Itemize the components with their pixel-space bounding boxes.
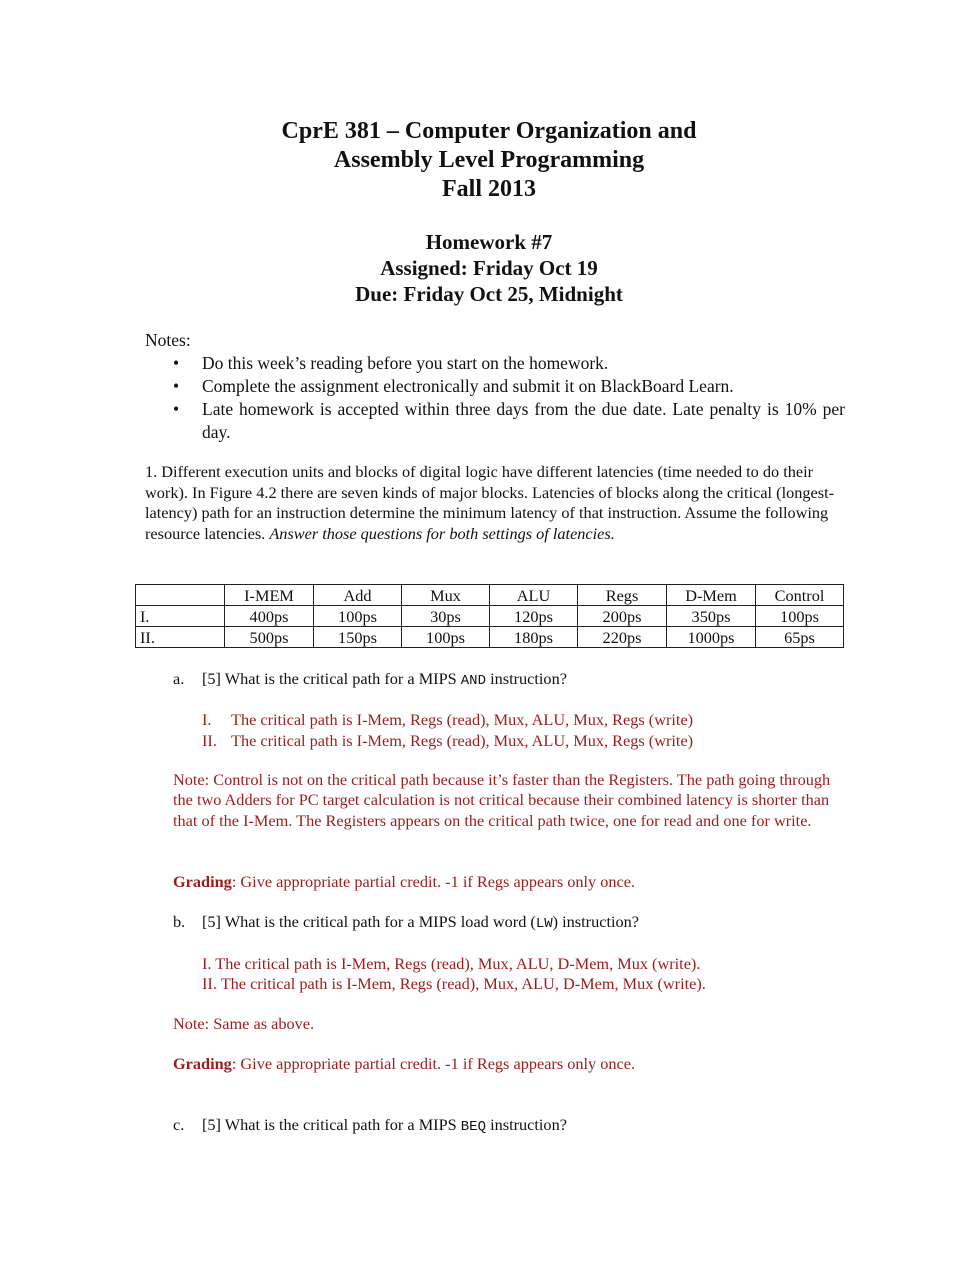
table-header-cell: Mux [402,585,490,606]
part-c-instruction: BEQ [460,1119,486,1135]
part-a-grading [173,872,837,892]
part-b-note: Note: Same as above. [173,1014,315,1033]
part-c-label: c. [173,1115,185,1134]
table-cell: 100ps [402,627,490,648]
part-b-instruction: LW [535,916,553,932]
note-item [145,398,845,444]
answer-text: The critical path is I-Mem, Regs (read), Mux, ALU, Mux, Regs (write) [231,710,694,729]
part-a-answer-2 [202,730,693,751]
note-text: Late homework is accepted within three days from the due date. Late penalty is 10% per day. [202,399,845,442]
table-header-row [136,585,844,606]
part-c-pre: [5] What is the critical path for a MIPS [202,1115,461,1134]
table-row [136,606,844,627]
question-1-instruction: Answer those questions for both settings of latencies. [269,523,615,543]
note-item [145,352,845,375]
part-a-answer-1 [202,709,693,730]
table-header-cell: Regs [578,585,667,606]
table-cell: 65ps [756,627,844,648]
table-row [136,627,844,648]
table-cell: 30ps [402,606,490,627]
answer-text: The critical path is I-Mem, Regs (read), Mux, ALU, Mux, Regs (write) [231,731,694,750]
notes-list [145,352,845,444]
part-a-label: a. [173,669,185,688]
table-cell: 220ps [578,627,667,648]
table-header-cell: Add [314,585,402,606]
homework-header [0,229,978,307]
notes-section [145,329,845,444]
part-a-note: Note: Control is not on the critical path because it’s faster than the Registers. The path going through the two Adders for PC target calculation is not critical because their combined latency is shorter than that of the I-Mem. The Registers appears on the critical path twice, one for read and one for write. [173,770,831,830]
part-c-text [202,1115,567,1137]
course-title [0,117,978,204]
note-text: Do this week’s reading before you start on the homework. [202,353,609,373]
course-title-line: Assembly Level Programming [333,147,645,173]
table-header-cell: D-Mem [667,585,756,606]
table-cell: II. [136,627,225,648]
table-header-cell: I-MEM [225,585,314,606]
part-b-pre: [5] What is the critical path for a MIPS load word ( [202,912,536,931]
table-header-cell: Control [756,585,844,606]
part-a-instruction: AND [460,673,486,689]
table-cell: 400ps [225,606,314,627]
course-title-line: CprE 381 – Computer Organization and [281,118,697,144]
note-text: Complete the assignment electronically and submit it on BlackBoard Learn. [202,376,734,396]
note-item [145,375,845,398]
question-1 [145,462,835,544]
table-cell: 500ps [225,627,314,648]
notes-heading: Notes: [145,330,191,350]
bullet-icon: • [173,353,180,373]
part-a-pre: [5] What is the critical path for a MIPS [202,669,461,688]
answer-numeral: I. [202,710,212,729]
bullet-icon: • [173,376,180,396]
part-a-post: instruction? [486,669,567,688]
course-title-line: Fall 2013 [442,176,536,202]
table-cell: 1000ps [667,627,756,648]
part-b-post: ) instruction? [552,912,640,931]
question-1-text: 1. Different execution units and blocks of digital logic have different latencies (time needed to do their work). In Figure 4.2 there are seven kinds of major blocks. Latencies of blocks along the critical (longest-latency) path for an instruction determine the minimum latency of that instruction. Assume the following resource latencies. [145,462,835,543]
due-date: Due: Friday Oct 25, Midnight [355,282,623,306]
table-cell: 150ps [314,627,402,648]
grading-text: : Give appropriate partial credit. -1 if Regs appears only once. [231,1054,636,1073]
part-b-text [202,912,639,934]
part-b-answer-2: II. The critical path is I-Mem, Regs (read), Mux, ALU, D-Mem, Mux (write). [202,974,706,993]
grading-label: Grading [173,1054,232,1073]
part-b-grading [173,1054,837,1074]
bullet-icon: • [173,399,180,419]
grading-text: : Give appropriate partial credit. -1 if Regs appears only once. [231,872,636,891]
homework-number: Homework #7 [425,230,553,254]
table-cell: 200ps [578,606,667,627]
assigned-date: Assigned: Friday Oct 19 [380,256,598,280]
table-header-cell [136,585,225,606]
table-header-cell: ALU [490,585,578,606]
table-cell: 350ps [667,606,756,627]
answer-numeral: II. [202,731,217,750]
part-c-post: instruction? [486,1115,567,1134]
part-a-text [202,669,567,691]
grading-label: Grading [173,872,232,891]
latency-table [135,584,844,648]
part-b-label: b. [173,912,186,931]
table-cell: 100ps [756,606,844,627]
table-cell: I. [136,606,225,627]
part-b-answer-1: I. The critical path is I-Mem, Regs (read), Mux, ALU, D-Mem, Mux (write). [202,954,701,973]
table-cell: 100ps [314,606,402,627]
table-cell: 120ps [490,606,578,627]
table-cell: 180ps [490,627,578,648]
